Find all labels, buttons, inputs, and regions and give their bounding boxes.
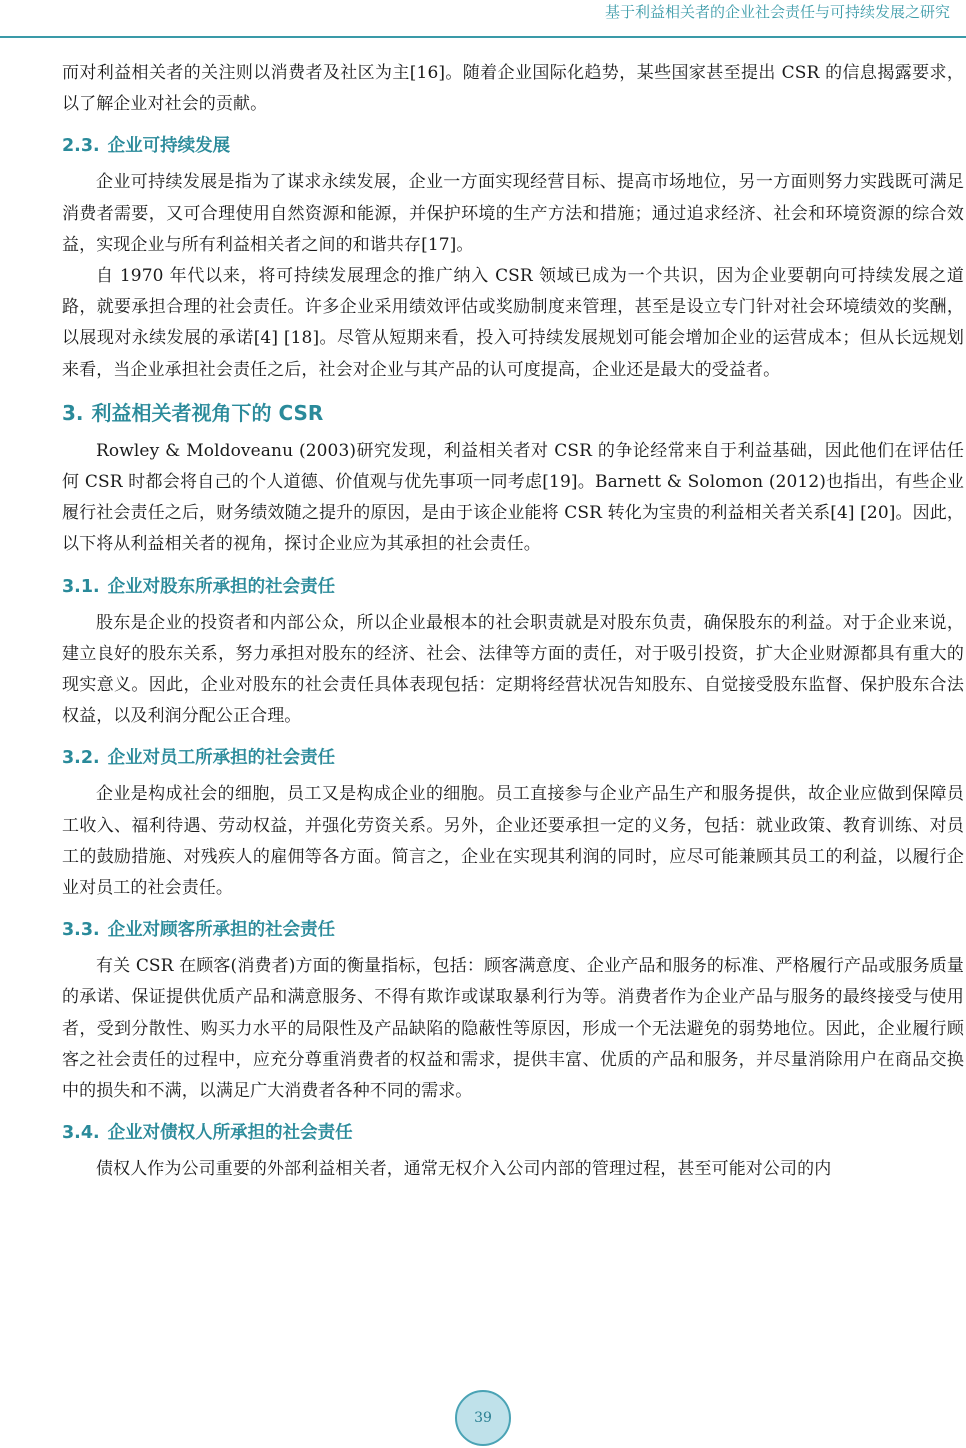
section-heading-2-3 <box>62 131 964 161</box>
section-heading-3-1 <box>62 572 964 602</box>
section-heading-3-3 <box>62 915 964 945</box>
section-number: 3.1. <box>62 576 100 597</box>
section-title: 利益相关者视角下的 CSR <box>91 400 324 425</box>
section-number: 3.3. <box>62 920 100 941</box>
section-number: 3.4. <box>62 1123 100 1144</box>
section-number: 2.3. <box>62 136 100 157</box>
section-title: 企业对顾客所承担的社会责任 <box>107 920 336 941</box>
paragraph: 股东是企业的投资者和内部公众，所以企业最根本的社会职责就是对股东负责，确保股东的利益。对于企业来说，建立良好的股东关系，努力承担对股东的经济、社会、法律等方面的责任，对于吸引投资，扩大企业财源都具有重大的现实意义。因此，企业对股东的社会责任具体表现包括：定期将经营状况告知股东、自觉接受股东监督、保护股东合法权益，以及利润分配公正合理。 <box>62 612 964 727</box>
paragraph: 企业是构成社会的细胞，员工又是构成企业的细胞。员工直接参与企业产品生产和服务提供，故企业应做到保障员工收入、福利待遇、劳动权益，并强化劳资关系。另外，企业还要承担一定的义务，包括：就业政策、教育训练、对员工的鼓励措施、对残疾人的雇佣等各方面。简言之，企业在实现其利润的同时，应尽可能兼顾其员工的利益，以履行企业对员工的社会责任。 <box>62 784 964 899</box>
section-number: 3.2. <box>62 748 100 769</box>
paragraph-continuation: 而对利益相关者的关注则以消费者及社区为主[16]。随着企业国际化趋势，某些国家甚至提出 CSR 的信息揭露要求，以了解企业对社会的贡献。 <box>62 63 964 115</box>
section-number: 3. <box>62 400 84 425</box>
section-title: 企业对债权人所承担的社会责任 <box>107 1123 353 1144</box>
section-title: 企业对员工所承担的社会责任 <box>107 748 336 769</box>
section-title: 企业可持续发展 <box>107 136 231 157</box>
section-heading-3 <box>62 398 964 428</box>
paragraph: 有关 CSR 在顾客(消费者)方面的衡量指标，包括：顾客满意度、企业产品和服务的标准、严格履行产品或服务质量的承诺、保证提供优质产品和满意服务、不得有欺诈或谋取暴利行为等。消费者作为企业产品与服务的最终接受与使用者，受到分散性、购买力水平的局限性及产品缺陷的隐蔽性等原因，形成一个无法避免的弱势地位。因此，企业履行顾客之社会责任的过程中，应充分尊重消费者的权益和需求，提供丰富、优质的产品和服务，并尽量消除用户在商品交换中的损失和不满，以满足广大消费者各种不同的需求。 <box>62 956 964 1102</box>
page-number: 39 <box>474 1410 492 1426</box>
page-number-badge <box>455 1390 511 1446</box>
section-heading-3-2 <box>62 743 964 773</box>
header-rule <box>0 36 966 38</box>
section-heading-3-4 <box>62 1118 964 1148</box>
paragraph: Rowley & Moldoveanu (2003)研究发现，利益相关者对 CSR 的争论经常来自于利益基础，因此他们在评估任何 CSR 时都会将自己的个人道德、价值观与优先事项一同考虑[19]。Barnett & Solomon (2012)也指出，有些企业履行社会责任之后，财务绩效随之提升的原因，是由于该企业能将 CSR 转化为宝贵的利益相关者关系[4] [20]。因此，以下将从利益相关者的视角，探讨企业应为其承担的社会责任。 <box>62 440 964 555</box>
paragraph: 债权人作为公司重要的外部利益相关者，通常无权介入公司内部的管理过程，甚至可能对公司的内 <box>96 1159 832 1180</box>
running-header: 基于利益相关者的企业社会责任与可持续发展之研究 <box>604 3 950 21</box>
article-body <box>62 58 964 1185</box>
paragraph: 企业可持续发展是指为了谋求永续发展，企业一方面实现经营目标、提高市场地位，另一方面则努力实践既可满足消费者需要，又可合理使用自然资源和能源，并保护环境的生产方法和措施；通过追求经济、社会和环境资源的综合效益，实现企业与所有利益相关者之间的和谐共存[17]。 <box>62 172 964 255</box>
paragraph: 自 1970 年代以来，将可持续发展理念的推广纳入 CSR 领域已成为一个共识，因为企业要朝向可持续发展之道路，就要承担合理的社会责任。许多企业采用绩效评估或奖励制度来管理，甚至是设立专门针对社会环境绩效的奖酬，以展现对永续发展的承诺[4] [18]。尽管从短期来看，投入可持续发展规划可能会增加企业的运营成本；但从长远规划来看，当企业承担社会责任之后，社会对企业与其产品的认可度提高，企业还是最大的受益者。 <box>62 266 964 380</box>
section-title: 企业对股东所承担的社会责任 <box>107 576 336 597</box>
